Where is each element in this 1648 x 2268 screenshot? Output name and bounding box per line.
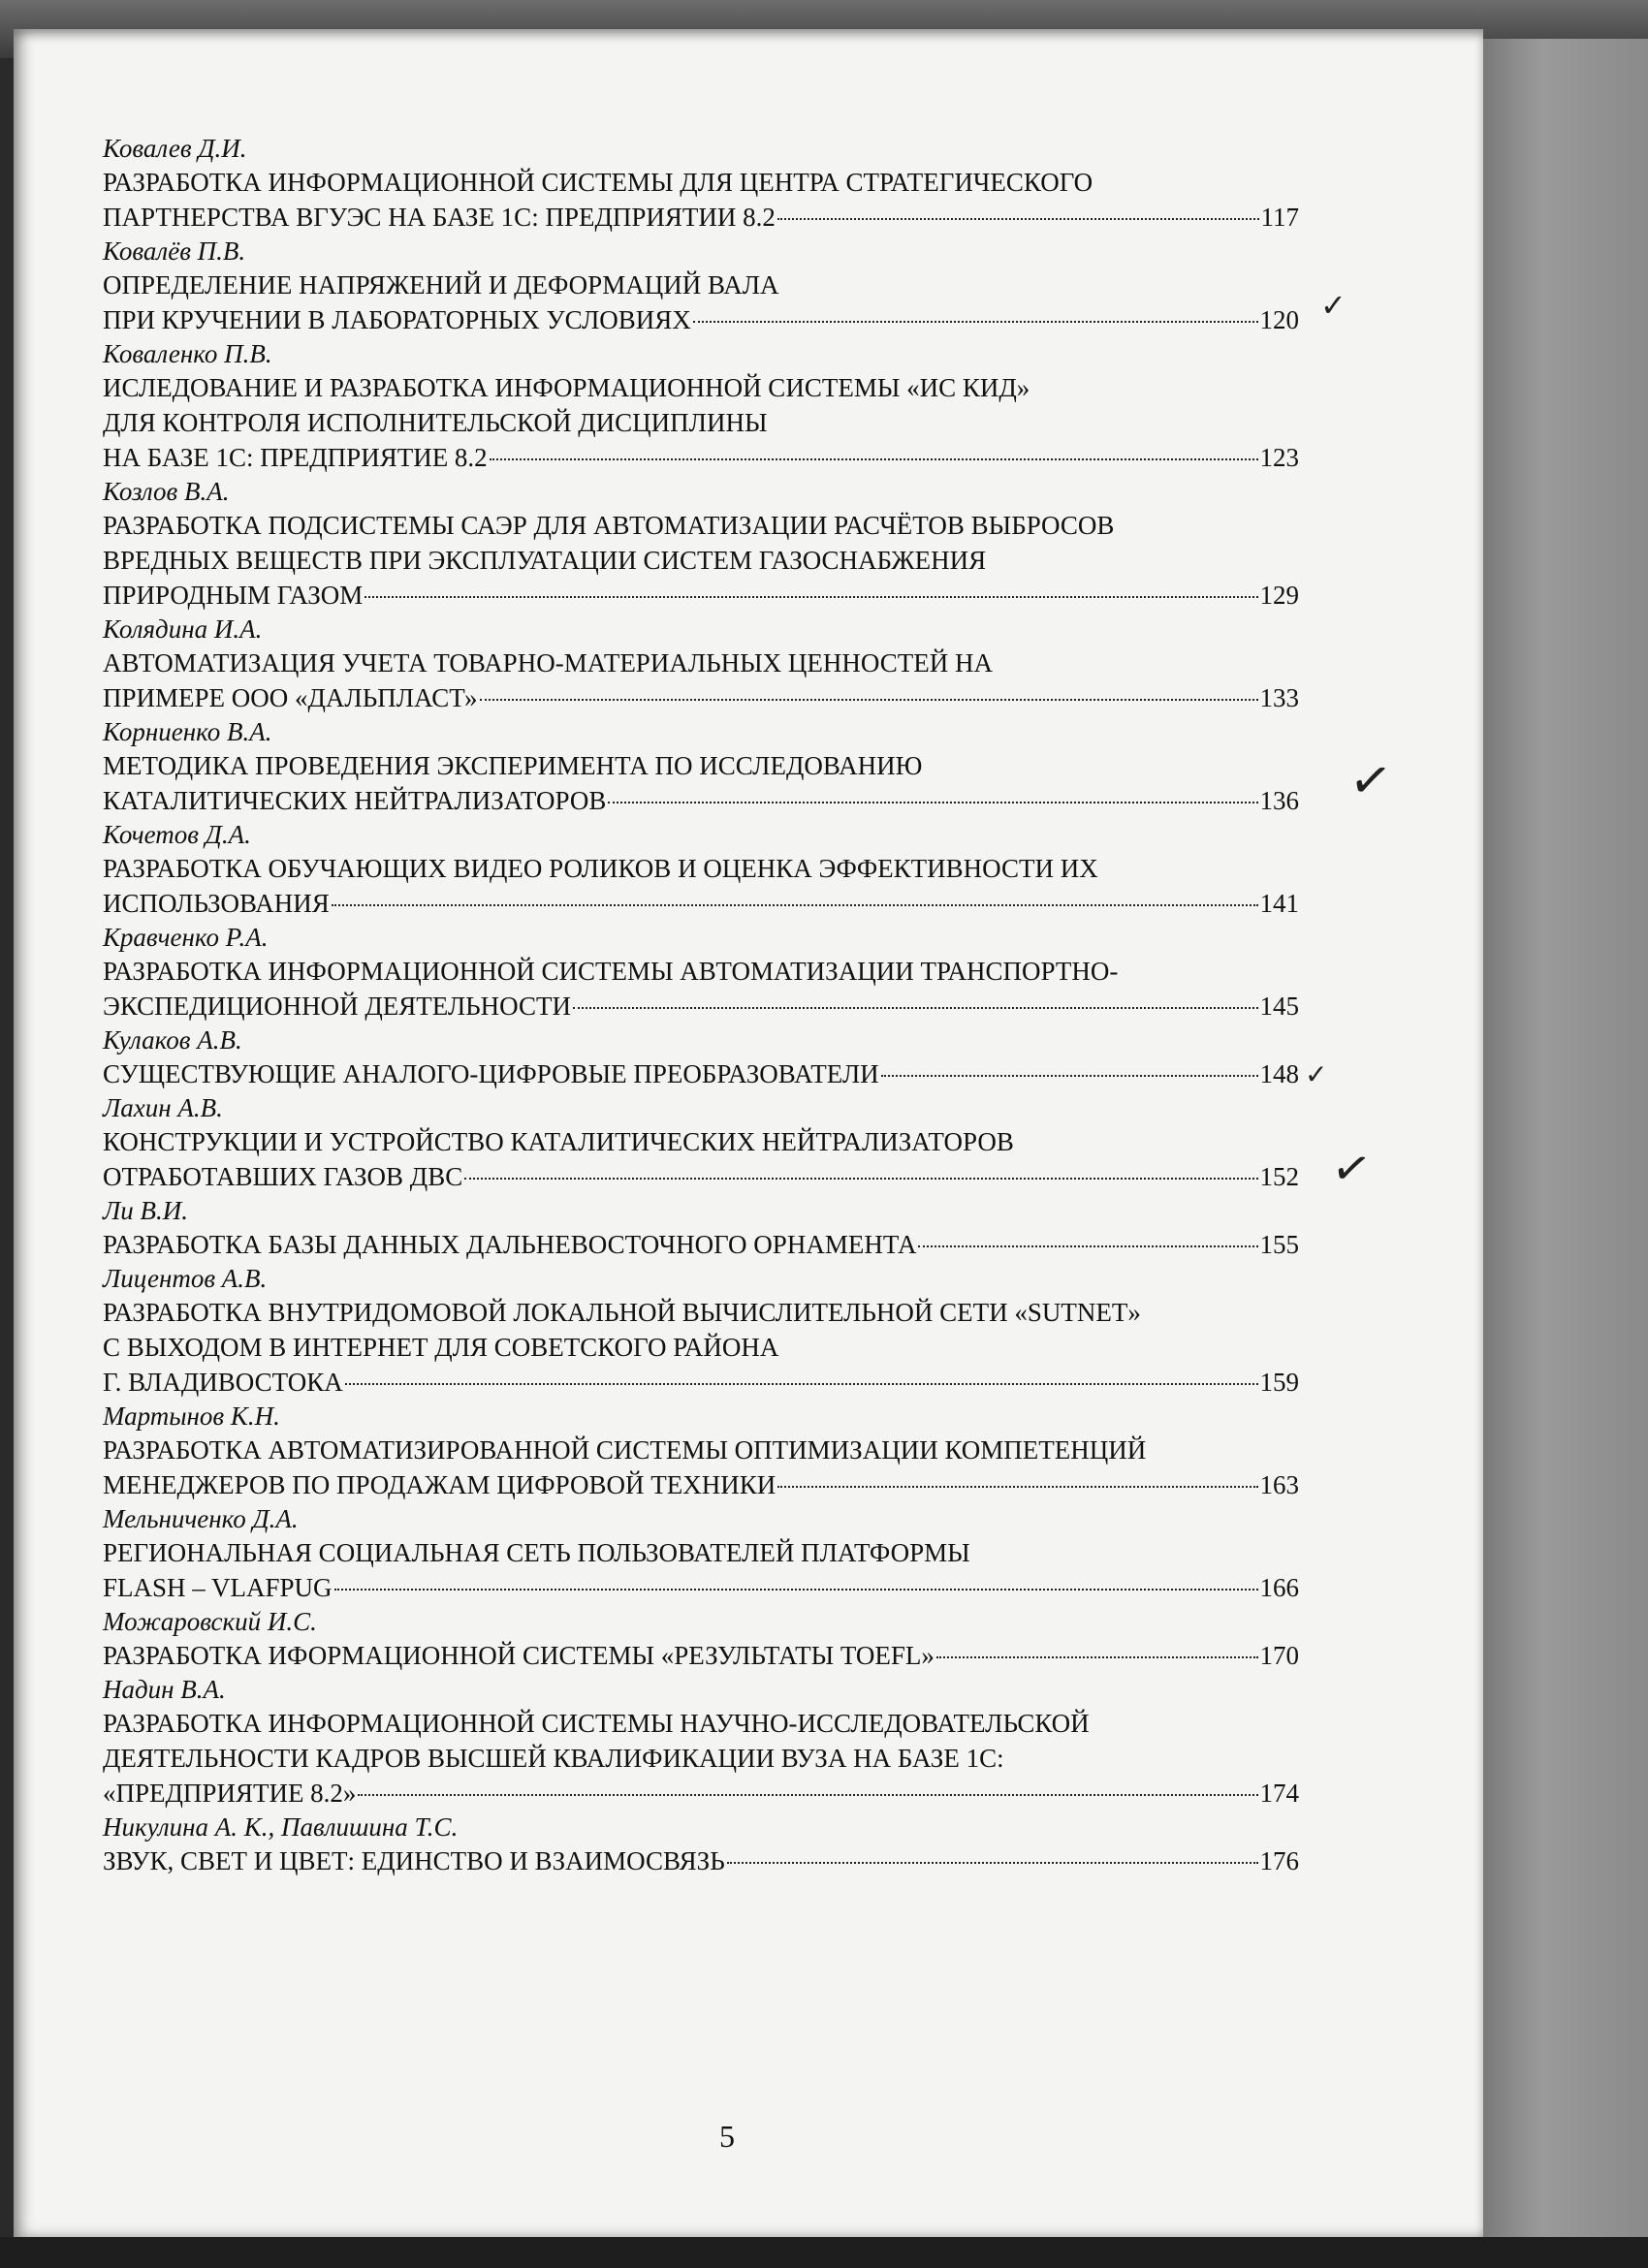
toc-entry-page-number: 120 bbox=[1259, 305, 1299, 334]
toc-entry-title-text: Г. ВЛАДИВОСТОКА bbox=[103, 1368, 343, 1397]
check-mark-icon: ✓ bbox=[1327, 1138, 1376, 1200]
toc-entry bbox=[103, 337, 1299, 475]
toc-entry-page-number: 170 bbox=[1259, 1641, 1299, 1670]
toc-entry-author: Надин В.А. bbox=[103, 1675, 226, 1704]
toc-entry-title-line: ВРЕДНЫХ ВЕЩЕСТВ ПРИ ЭКСПЛУАТАЦИИ СИСТЕМ ГАЗОСНАБЖЕНИЯ bbox=[103, 546, 987, 575]
toc-entry-title-last-line bbox=[103, 200, 1299, 235]
toc-entry-page-number: 133 bbox=[1259, 683, 1299, 712]
toc-entry-title-text: ПРИМЕРЕ ООО «ДАЛЬПЛАСТ» bbox=[103, 683, 478, 712]
dot-leader bbox=[777, 218, 1259, 220]
toc-entry-author: Никулина А. К., Павлишина Т.С. bbox=[103, 1812, 459, 1842]
toc-entry-title-text: МЕНЕДЖЕРОВ ПО ПРОДАЖАМ ЦИФРОВОЙ ТЕХНИКИ bbox=[103, 1470, 776, 1499]
toc-entry-title-line: РАЗРАБОТКА ИНФОРМАЦИОННОЙ СИСТЕМЫ АВТОМАТИЗАЦИИ ТРАНСПОРТНО- bbox=[103, 957, 1119, 986]
toc-entry bbox=[103, 715, 1299, 818]
toc-entry-author: Колядина И.А. bbox=[103, 614, 263, 644]
toc-entry bbox=[103, 132, 1299, 235]
toc-entry-title-last-line bbox=[103, 886, 1299, 921]
toc-entry-title-text: ИСПОЛЬЗОВАНИЯ bbox=[103, 889, 330, 918]
toc-entry-author: Козлов В.А. bbox=[103, 477, 230, 506]
toc-entry bbox=[103, 1811, 1299, 1878]
toc-entry bbox=[103, 921, 1299, 1024]
dot-leader bbox=[334, 1589, 1258, 1591]
toc-entry-author: Корниенко В.А. bbox=[103, 717, 272, 746]
toc-entry-author: Мельниченко Д.А. bbox=[103, 1504, 299, 1533]
toc-entry-title-last-line bbox=[103, 1776, 1299, 1811]
toc-entry-title-line: АВТОМАТИЗАЦИЯ УЧЕТА ТОВАРНО-МАТЕРИАЛЬНЫХ ЦЕННОСТЕЙ НА bbox=[103, 648, 993, 677]
toc-entry bbox=[103, 818, 1299, 921]
toc-entry-page-number: 136 bbox=[1259, 786, 1299, 815]
toc-entry-title-line: РАЗРАБОТКА ВНУТРИДОМОВОЙ ЛОКАЛЬНОЙ ВЫЧИСЛИТЕЛЬНОЙ СЕТИ «SUTNET» bbox=[103, 1298, 1141, 1327]
toc-entry bbox=[103, 1400, 1299, 1502]
toc-entry-author: Кулаков А.В. bbox=[103, 1025, 242, 1055]
toc-entry-title-last-line bbox=[103, 1570, 1299, 1605]
toc-entry-title-text: ПРИ КРУЧЕНИИ В ЛАБОРАТОРНЫХ УСЛОВИЯХ bbox=[103, 305, 691, 334]
toc-entry-title-text: «ПРЕДПРИЯТИЕ 8.2» bbox=[103, 1779, 357, 1808]
dot-leader bbox=[918, 1245, 1257, 1247]
toc-entry-page-number: 148 bbox=[1259, 1059, 1299, 1088]
toc-entry-author: Лицентов А.В. bbox=[103, 1264, 268, 1293]
toc-entry-title-line: РЕГИОНАЛЬНАЯ СОЦИАЛЬНАЯ СЕТЬ ПОЛЬЗОВАТЕЛЕЙ ПЛАТФОРМЫ bbox=[103, 1538, 970, 1567]
toc-entry-author: Коваленко П.В. bbox=[103, 339, 272, 368]
toc-entry-page-number: 152 bbox=[1259, 1162, 1299, 1191]
dot-leader bbox=[936, 1656, 1258, 1658]
dot-leader bbox=[490, 458, 1258, 460]
toc-entry-title-line: РАЗРАБОТКА ИНФОРМАЦИОННОЙ СИСТЕМЫ НАУЧНО-ИССЛЕДОВАТЕЛЬСКОЙ bbox=[103, 1709, 1090, 1738]
toc-entry bbox=[103, 1262, 1299, 1400]
toc-entry-title-last-line bbox=[103, 440, 1299, 475]
toc-entry-title-text: РАЗРАБОТКА ИФОРМАЦИОННОЙ СИСТЕМЫ «РЕЗУЛЬТАТЫ TOEFL» bbox=[103, 1641, 935, 1670]
toc-entry-title-last-line bbox=[103, 578, 1299, 613]
toc-entry-title-last-line bbox=[103, 1227, 1299, 1262]
toc-entry-title-last-line bbox=[103, 1638, 1299, 1673]
dot-leader bbox=[693, 321, 1258, 323]
toc-entry bbox=[103, 235, 1299, 337]
toc-entry-author: Кравченко Р.А. bbox=[103, 923, 269, 952]
toc-entry-title-line: ДЕЯТЕЛЬНОСТИ КАДРОВ ВЫСШЕЙ КВАЛИФИКАЦИИ ВУЗА НА БАЗЕ 1С: bbox=[103, 1744, 1004, 1773]
toc-entry-title-line: РАЗРАБОТКА АВТОМАТИЗИРОВАННОЙ СИСТЕМЫ ОПТИМИЗАЦИИ КОМПЕТЕНЦИЙ bbox=[103, 1435, 1147, 1465]
toc-entry-title-line: РАЗРАБОТКА ИНФОРМАЦИОННОЙ СИСТЕМЫ ДЛЯ ЦЕНТРА СТРАТЕГИЧЕСКОГО bbox=[103, 168, 1093, 197]
toc-entry-author: Мартынов К.Н. bbox=[103, 1402, 280, 1431]
toc-entry-title-line: ОПРЕДЕЛЕНИЕ НАПРЯЖЕНИЙ И ДЕФОРМАЦИЙ ВАЛА bbox=[103, 270, 779, 299]
dot-leader bbox=[364, 596, 1257, 598]
dot-leader bbox=[358, 1794, 1257, 1796]
dot-leader bbox=[345, 1383, 1258, 1385]
toc-entry-title-line: КОНСТРУКЦИИ И УСТРОЙСТВО КАТАЛИТИЧЕСКИХ НЕЙТРАЛИЗАТОРОВ bbox=[103, 1127, 1014, 1156]
check-mark-icon: ✓ bbox=[1305, 1058, 1328, 1090]
toc-entry-title-line: МЕТОДИКА ПРОВЕДЕНИЯ ЭКСПЕРИМЕНТА ПО ИССЛЕДОВАНИЮ bbox=[103, 751, 923, 780]
toc-entry-page-number: 145 bbox=[1259, 992, 1299, 1021]
scan-page-curl bbox=[1483, 39, 1648, 2237]
toc-entry-page-number: 166 bbox=[1259, 1573, 1299, 1602]
toc-entry-title-text: ЗВУК, СВЕТ И ЦВЕТ: ЕДИНСТВО И ВЗАИМОСВЯЗЬ bbox=[103, 1846, 725, 1875]
toc-entry-author: Можаровский И.С. bbox=[103, 1607, 317, 1636]
toc-entry-title-line: С ВЫХОДОМ В ИНТЕРНЕТ ДЛЯ СОВЕТСКОГО РАЙОНА bbox=[103, 1333, 779, 1362]
toc-entry-title-last-line bbox=[103, 680, 1299, 715]
scan-bottom-edge bbox=[0, 2237, 1648, 2268]
toc-entry-title-last-line bbox=[103, 1365, 1299, 1400]
dot-leader bbox=[573, 1007, 1257, 1009]
toc-entry-title-last-line bbox=[103, 989, 1299, 1024]
toc-entry-author: Ковалев Д.И. bbox=[103, 134, 247, 163]
toc-entry-title-text: ПАРТНЕРСТВА ВГУЭС НА БАЗЕ 1С: ПРЕДПРИЯТИИ 8.2 bbox=[103, 203, 776, 232]
toc-entry-page-number: 141 bbox=[1259, 889, 1299, 918]
toc-entry bbox=[103, 1605, 1299, 1673]
toc-entry-author: Ковалёв П.В. bbox=[103, 236, 246, 266]
toc-entry bbox=[103, 1502, 1299, 1605]
toc-entry-title-text: ОТРАБОТАВШИХ ГАЗОВ ДВС bbox=[103, 1162, 463, 1191]
toc-entry-page-number: 159 bbox=[1259, 1368, 1299, 1397]
toc-entry-title-last-line bbox=[103, 1056, 1299, 1091]
toc-entry-title-line: ДЛЯ КОНТРОЛЯ ИСПОЛНИТЕЛЬСКОЙ ДИСЦИПЛИНЫ bbox=[103, 408, 768, 437]
check-mark-icon: ✓ bbox=[1346, 749, 1396, 813]
toc-entry-page-number: 176 bbox=[1259, 1846, 1299, 1875]
toc-entry-page-number: 123 bbox=[1259, 443, 1299, 472]
check-mark-icon: ✓ bbox=[1320, 287, 1347, 324]
table-of-contents bbox=[103, 132, 1299, 1878]
dot-leader bbox=[608, 802, 1257, 803]
dot-leader bbox=[332, 904, 1258, 906]
dot-leader bbox=[881, 1075, 1258, 1077]
toc-entry-page-number: 129 bbox=[1259, 581, 1299, 610]
dot-leader bbox=[777, 1486, 1257, 1488]
toc-entry-title-last-line bbox=[103, 1159, 1299, 1194]
page-number: 5 bbox=[719, 2119, 735, 2154]
toc-entry-title-text: РАЗРАБОТКА БАЗЫ ДАННЫХ ДАЛЬНЕВОСТОЧНОГО ОРНАМЕНТА bbox=[103, 1230, 917, 1259]
toc-entry-title-text: НА БАЗЕ 1С: ПРЕДПРИЯТИЕ 8.2 bbox=[103, 443, 488, 472]
toc-entry bbox=[103, 613, 1299, 715]
dot-leader bbox=[464, 1178, 1257, 1180]
toc-entry-title-last-line bbox=[103, 783, 1299, 818]
toc-entry-title-last-line bbox=[103, 1843, 1299, 1878]
toc-entry-title-line: РАЗРАБОТКА ПОДСИСТЕМЫ САЭР ДЛЯ АВТОМАТИЗАЦИИ РАСЧЁТОВ ВЫБРОСОВ bbox=[103, 511, 1115, 540]
toc-entry-author: Ли В.И. bbox=[103, 1196, 189, 1225]
toc-entry-title-line: РАЗРАБОТКА ОБУЧАЮЩИХ ВИДЕО РОЛИКОВ И ОЦЕНКА ЭФФЕКТИВНОСТИ ИХ bbox=[103, 854, 1098, 883]
toc-entry-title-text: FLASH – VLAFPUG bbox=[103, 1573, 333, 1602]
toc-entry-page-number: 174 bbox=[1259, 1779, 1299, 1808]
toc-entry-title-text: ПРИРОДНЫМ ГАЗОМ bbox=[103, 581, 364, 610]
toc-entry-title-last-line bbox=[103, 302, 1299, 337]
toc-entry bbox=[103, 1673, 1299, 1811]
toc-entry bbox=[103, 1024, 1299, 1091]
toc-entry-page-number: 163 bbox=[1259, 1470, 1299, 1499]
toc-entry bbox=[103, 1194, 1299, 1262]
toc-entry bbox=[103, 475, 1299, 613]
toc-entry bbox=[103, 1091, 1299, 1194]
toc-entry-title-text: СУЩЕСТВУЮЩИЕ АНАЛОГО-ЦИФРОВЫЕ ПРЕОБРАЗОВАТЕЛИ bbox=[103, 1059, 879, 1088]
toc-entry-author: Лахин А.В. bbox=[103, 1093, 223, 1122]
toc-entry-title-line: ИСЛЕДОВАНИЕ И РАЗРАБОТКА ИНФОРМАЦИОННОЙ СИСТЕМЫ «ИС КИД» bbox=[103, 373, 1030, 402]
dot-leader bbox=[480, 699, 1258, 701]
toc-entry-page-number: 155 bbox=[1259, 1230, 1299, 1259]
toc-entry-title-last-line bbox=[103, 1467, 1299, 1502]
toc-entry-title-text: ЭКСПЕДИЦИОННОЙ ДЕЯТЕЛЬНОСТИ bbox=[103, 992, 572, 1021]
toc-entry-author: Кочетов Д.А. bbox=[103, 820, 251, 849]
toc-entry-title-text: КАТАЛИТИЧЕСКИХ НЕЙТРАЛИЗАТОРОВ bbox=[103, 786, 607, 815]
toc-entry-page-number: 117 bbox=[1260, 203, 1299, 232]
dot-leader bbox=[727, 1862, 1258, 1864]
